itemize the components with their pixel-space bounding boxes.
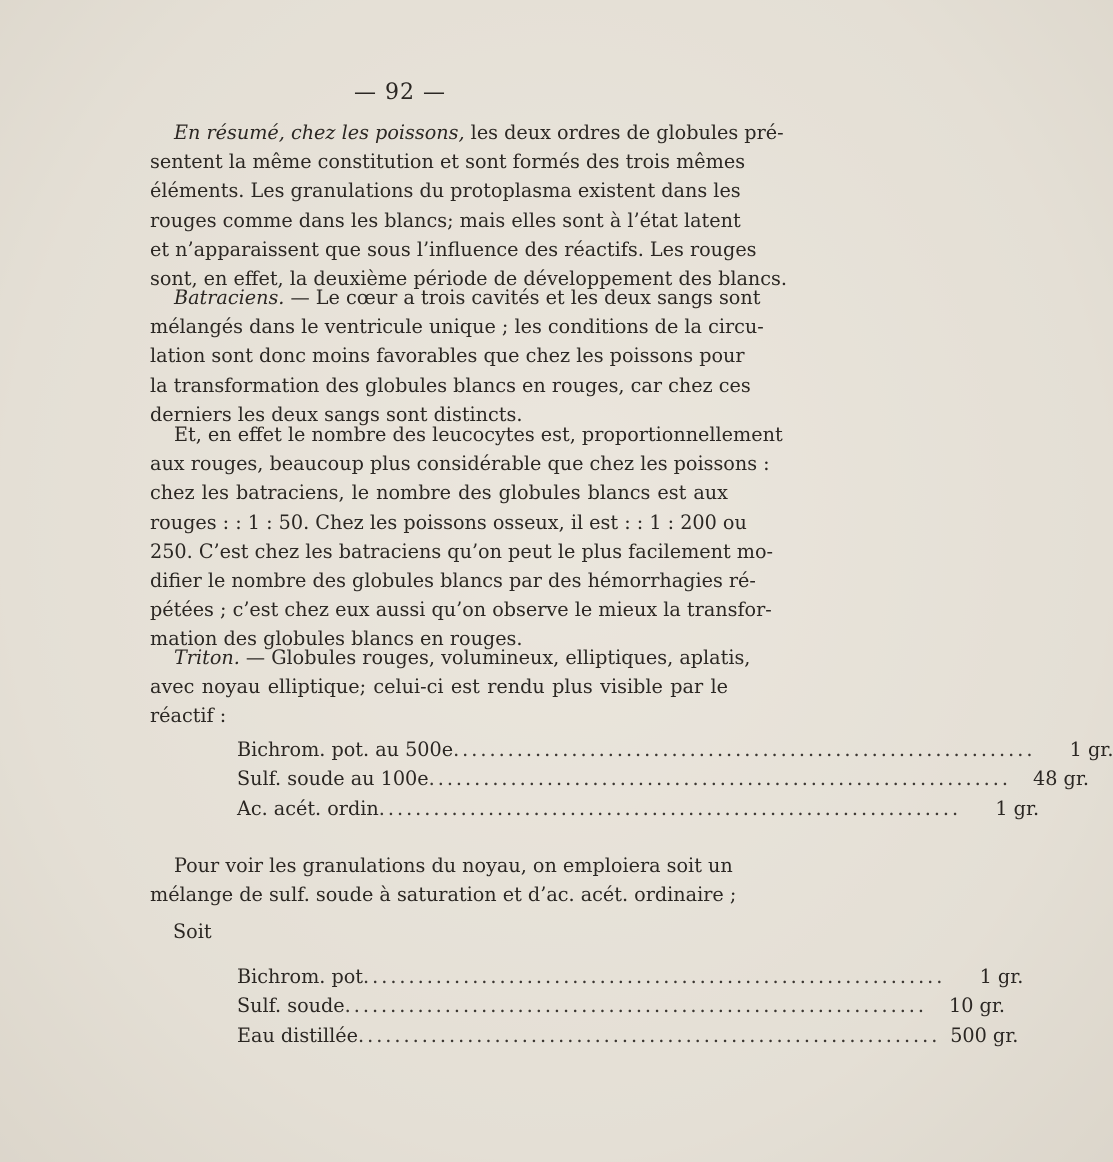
text-line: 250. C’est chez les batraciens qu’on peut le plus facilement mo- (150, 539, 774, 563)
reagent-formula-1 (237, 735, 1113, 823)
paragraph-granulations (150, 851, 737, 909)
leader-dots: ................................................................ (344, 994, 928, 1018)
formula-row (237, 962, 1024, 991)
ingredient-quantity: 1 gr. (979, 965, 1024, 988)
ingredient-quantity: 500 gr. (950, 1023, 1019, 1047)
leader-dots: ................................................................ (358, 1023, 941, 1047)
text-line: sentent la même constitution et sont formés des trois mêmes (150, 150, 746, 174)
italic-lead: Triton. (174, 646, 240, 669)
text-line: éléments. Les granulations du protoplasma existent dans les (150, 179, 741, 203)
reagent-formula-2 (237, 962, 1024, 1050)
text-line: chez les batraciens, le nombre des globules blancs est aux (150, 481, 728, 505)
ingredient-quantity: 1 gr. (995, 796, 1040, 820)
page-number: — 92 — (354, 80, 446, 105)
text-line: mélangés dans le ventricule unique ; les conditions de la circu- (150, 315, 764, 339)
leader-dots: ................................................................ (453, 738, 1036, 761)
text-line: Et, en effet le nombre des leucocytes est, proportionnellement (174, 423, 783, 446)
ingredient-quantity: 10 gr. (949, 994, 1006, 1018)
leader-dots: ................................................................ (378, 796, 962, 820)
formula-row (237, 764, 1089, 793)
text-line: En résumé, chez les poissons, les deux ordres de globules pré- (174, 121, 784, 144)
text-line: la transformation des globules blancs en rouges, car chez ces (150, 373, 751, 397)
text-line: aux rouges, beaucoup plus considérable que chez les poissons : (150, 452, 770, 476)
paragraph-leucocytes (150, 420, 783, 654)
ingredient-name: Ac. acét. ordin (237, 796, 379, 820)
formula-row (237, 794, 1040, 823)
formula-row (237, 1021, 1019, 1050)
ingredient-name: Sulf. soude au 100e (237, 767, 429, 791)
text-line: rouges comme dans les blancs; mais elles sont à l’état latent (150, 208, 741, 232)
text-line: Triton. — Globules rouges, volumineux, elliptiques, aplatis, (174, 646, 751, 669)
text-line: mation des globules blancs en rouges. (150, 627, 523, 651)
text-line: sont, en effet, la deuxième période de développement des blancs. (150, 266, 787, 290)
ingredient-name: Sulf. soude (237, 994, 345, 1018)
text-line: lation sont donc moins favorables que chez les poissons pour (150, 344, 745, 368)
text-line: mélange de sulf. soude à saturation et d’ac. acét. ordinaire ; (150, 883, 737, 907)
italic-lead: En résumé, chez les poissons, (174, 121, 465, 144)
text-line: pétées ; c’est chez eux aussi qu’on observe le mieux la transfor- (150, 598, 772, 622)
ingredient-name: Bichrom. pot. au 500e (237, 738, 454, 761)
ingredient-name: Bichrom. pot (237, 965, 364, 988)
ingredient-quantity: 1 gr. (1069, 738, 1113, 761)
paragraph-batraciens (150, 283, 764, 429)
paragraph-triton (150, 643, 751, 731)
text-line: difier le nombre des globules blancs par des hémorrhagies ré- (150, 568, 756, 592)
text-line: réactif : (150, 704, 227, 728)
paragraph-summary (150, 118, 787, 293)
leader-dots: ................................................................ (363, 965, 946, 988)
text-line: rouges : : 1 : 50. Chez les poissons osseux, il est : : 1 : 200 ou (150, 510, 747, 534)
text-line: Batraciens. — Le cœur a trois cavités et les deux sangs sont (174, 286, 761, 309)
ingredient-name: Eau distillée (237, 1023, 358, 1047)
text-line: et n’apparaissent que sous l’influence des réactifs. Les rouges (150, 237, 757, 261)
text-line: Pour voir les granulations du noyau, on emploiera soit un (174, 854, 733, 877)
soit-label: Soit (173, 920, 212, 943)
leader-dots: ................................................................ (428, 767, 1011, 791)
formula-row (237, 991, 1006, 1020)
text-line: avec noyau elliptique; celui-ci est rendu plus visible par le (150, 675, 728, 699)
italic-lead: Batraciens. (174, 286, 285, 309)
ingredient-quantity: 48 gr. (1033, 767, 1089, 791)
text-line: derniers les deux sangs sont distincts. (150, 402, 523, 426)
formula-row (237, 735, 1113, 764)
